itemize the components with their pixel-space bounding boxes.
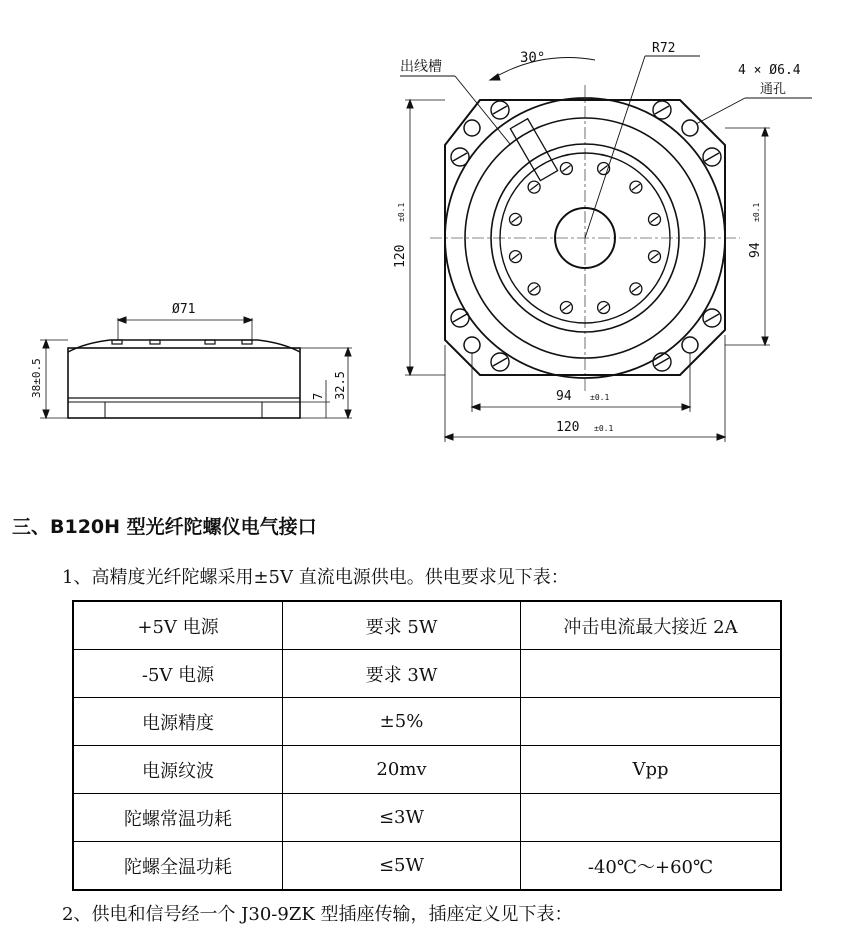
power-supply-paragraph: 1、高精度光纤陀螺采用±5V 直流电源供电。供电要求见下表：: [62, 567, 569, 588]
table-row: [73, 794, 781, 842]
ring-bolt-slot: [562, 166, 570, 172]
table-cell: [521, 698, 782, 746]
section-title: 三、B120H 型光纤陀螺仪电气接口: [12, 516, 317, 538]
table-cell: -5V 电源: [73, 650, 283, 698]
table-cell: 陀螺全温功耗: [73, 842, 283, 891]
hole-type-label: 通孔: [760, 82, 787, 97]
table-cell: 电源精度: [73, 698, 283, 746]
table-row: [73, 698, 781, 746]
ring-bolt-slot: [530, 286, 538, 292]
table-cell: 陀螺常温功耗: [73, 794, 283, 842]
table-row: [73, 842, 781, 891]
ring-bolt-slot: [632, 184, 640, 190]
table-cell: ≤3W: [283, 794, 521, 842]
ring-bolt-slot: [512, 254, 520, 260]
ring-bolt-slot: [530, 184, 538, 190]
table-cell: -40℃～+60℃: [521, 842, 782, 891]
angle-label: 30°: [520, 50, 546, 66]
connector-paragraph: 2、供电和信号经一个 J30-9ZK 型插座传输，插座定义见下表：: [62, 904, 573, 925]
radius-label: R72: [652, 41, 676, 56]
power-spec-table: [72, 600, 782, 891]
top-right-tol-label: ±0.1: [752, 202, 761, 222]
top-height-tol-label: ±0.1: [397, 202, 406, 222]
side-dim-32-5-label: 32.5: [333, 371, 347, 400]
ring-bolt-slot: [651, 254, 659, 260]
side-view: [40, 317, 352, 418]
table-row: [73, 601, 781, 650]
top-height-dim-label: 120: [393, 244, 408, 268]
slot-label: 出线槽: [400, 59, 442, 75]
side-dim-7-label: 7: [311, 392, 325, 400]
table-cell: ±5%: [283, 698, 521, 746]
outer-width-tol-label: ±0.1: [594, 424, 614, 433]
inner-width-tol-label: ±0.1: [590, 393, 610, 402]
top-right-dim-label: 94: [748, 242, 763, 258]
ring-bolt-slot: [651, 216, 659, 222]
ring-bolt-slot: [632, 286, 640, 292]
side-diameter-label: Ø71: [172, 302, 196, 317]
table-cell: 要求 3W: [283, 650, 521, 698]
outer-width-label: 120: [556, 420, 580, 435]
table-cell: +5V 电源: [73, 601, 283, 650]
ring-bolt-slot: [600, 166, 608, 172]
table-cell: Vpp: [521, 746, 782, 794]
table-cell: 要求 5W: [283, 601, 521, 650]
inner-width-label: 94: [556, 389, 572, 404]
hole-count-label: 4 × Ø6.4: [738, 63, 801, 78]
table-cell: [521, 794, 782, 842]
table-cell: ≤5W: [283, 842, 521, 891]
table-row: [73, 746, 781, 794]
table-row: [73, 650, 781, 698]
table-cell: 冲击电流最大接近 2A: [521, 601, 782, 650]
ring-bolt-slot: [600, 305, 608, 311]
table-cell: [521, 650, 782, 698]
ring-bolt-slot: [512, 216, 520, 222]
side-height-label: 38±0.5: [30, 358, 43, 398]
table-cell: 20mv: [283, 746, 521, 794]
ring-bolt-slot: [562, 305, 570, 311]
table-cell: 电源纹波: [73, 746, 283, 794]
